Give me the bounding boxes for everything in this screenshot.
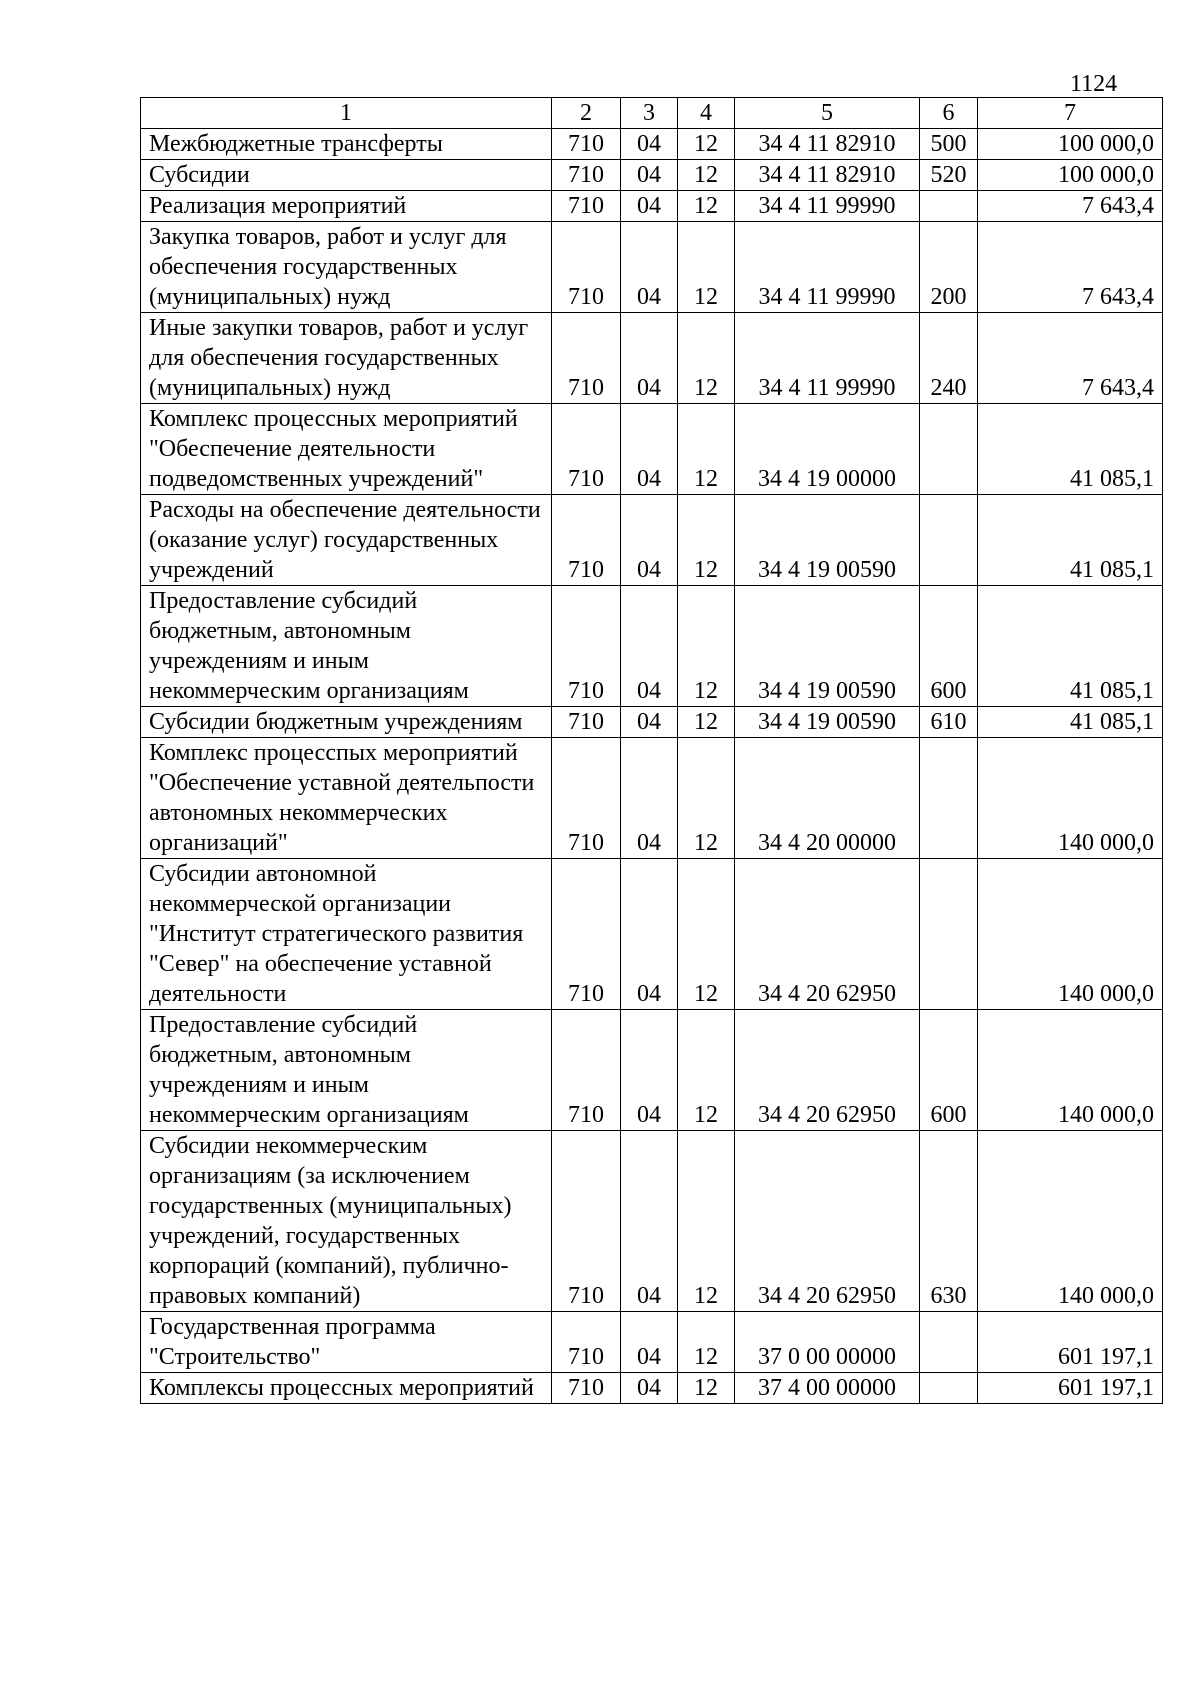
budget-table — [140, 97, 1163, 1404]
row-code-2: 710 — [552, 1373, 621, 1404]
row-code-4: 12 — [678, 404, 735, 495]
row-code-2: 710 — [552, 404, 621, 495]
row-code-4: 12 — [678, 129, 735, 160]
row-amount: 7 643,4 — [978, 313, 1163, 404]
row-amount: 7 643,4 — [978, 191, 1163, 222]
row-code-6: 240 — [920, 313, 978, 404]
row-code-5: 34 4 20 00000 — [735, 738, 920, 859]
row-name: Предоставление субсидий бюджетным, автономным учреждениям и иным некоммерческим организациям — [141, 586, 552, 707]
row-code-2: 710 — [552, 1312, 621, 1373]
row-code-4: 12 — [678, 586, 735, 707]
row-code-6 — [920, 1312, 978, 1373]
row-name: Межбюджетные трансферты — [141, 129, 552, 160]
row-code-5: 34 4 19 00000 — [735, 404, 920, 495]
row-amount: 100 000,0 — [978, 129, 1163, 160]
table-row — [141, 222, 1163, 313]
row-code-6: 200 — [920, 222, 978, 313]
row-code-6: 630 — [920, 1131, 978, 1312]
row-name: Расходы на обеспечение деятельности (оказание услуг) государственных учреждений — [141, 495, 552, 586]
row-name: Комплекс процесспых мероприятий "Обеспечение уставной деятельпости автономных некоммерческих организаций" — [141, 738, 552, 859]
row-amount: 41 085,1 — [978, 495, 1163, 586]
row-code-4: 12 — [678, 495, 735, 586]
row-code-2: 710 — [552, 738, 621, 859]
row-code-2: 710 — [552, 313, 621, 404]
row-code-2: 710 — [552, 707, 621, 738]
row-code-6 — [920, 1373, 978, 1404]
row-code-6: 520 — [920, 160, 978, 191]
table-row — [141, 1131, 1163, 1312]
row-code-4: 12 — [678, 707, 735, 738]
table-row — [141, 495, 1163, 586]
row-code-3: 04 — [621, 129, 678, 160]
row-code-3: 04 — [621, 313, 678, 404]
row-code-3: 04 — [621, 191, 678, 222]
table-row — [141, 129, 1163, 160]
row-code-3: 04 — [621, 222, 678, 313]
row-code-4: 12 — [678, 1131, 735, 1312]
table-row — [141, 586, 1163, 707]
row-code-6 — [920, 404, 978, 495]
row-code-5: 34 4 19 00590 — [735, 586, 920, 707]
column-header-3: 3 — [621, 98, 678, 129]
page-number: 1124 — [1070, 71, 1118, 97]
row-code-3: 04 — [621, 160, 678, 191]
row-code-5: 34 4 20 62950 — [735, 859, 920, 1010]
row-amount: 601 197,1 — [978, 1373, 1163, 1404]
row-amount: 140 000,0 — [978, 738, 1163, 859]
row-code-3: 04 — [621, 404, 678, 495]
row-name: Иные закупки товаров, работ и услуг для обеспечения государственных (муниципальных) нужд — [141, 313, 552, 404]
table-row — [141, 859, 1163, 1010]
row-code-4: 12 — [678, 191, 735, 222]
row-name: Субсидии автономной некоммерческой организации "Институт стратегического развития "Север" на обеспечение уставной деятельности — [141, 859, 552, 1010]
table-row — [141, 160, 1163, 191]
row-code-3: 04 — [621, 586, 678, 707]
row-code-6 — [920, 738, 978, 859]
row-code-3: 04 — [621, 1373, 678, 1404]
row-code-4: 12 — [678, 738, 735, 859]
row-code-2: 710 — [552, 191, 621, 222]
row-code-6 — [920, 191, 978, 222]
row-amount: 41 085,1 — [978, 707, 1163, 738]
row-code-6: 500 — [920, 129, 978, 160]
row-code-2: 710 — [552, 1131, 621, 1312]
row-code-6 — [920, 495, 978, 586]
row-code-5: 34 4 20 62950 — [735, 1010, 920, 1131]
row-code-4: 12 — [678, 1312, 735, 1373]
row-code-5: 34 4 20 62950 — [735, 1131, 920, 1312]
row-name: Субсидии бюджетным учреждениям — [141, 707, 552, 738]
row-code-2: 710 — [552, 495, 621, 586]
row-code-3: 04 — [621, 1312, 678, 1373]
row-amount: 601 197,1 — [978, 1312, 1163, 1373]
row-name: Комплекс процессных мероприятий "Обеспечение деятельности подведомственных учреждений" — [141, 404, 552, 495]
row-name: Реализация мероприятий — [141, 191, 552, 222]
row-code-2: 710 — [552, 160, 621, 191]
row-code-2: 710 — [552, 859, 621, 1010]
row-code-6 — [920, 859, 978, 1010]
column-header-4: 4 — [678, 98, 735, 129]
column-header-7: 7 — [978, 98, 1163, 129]
row-name: Субсидии — [141, 160, 552, 191]
table-row — [141, 1312, 1163, 1373]
row-code-4: 12 — [678, 859, 735, 1010]
row-code-4: 12 — [678, 160, 735, 191]
row-code-6: 600 — [920, 586, 978, 707]
row-code-5: 34 4 11 82910 — [735, 129, 920, 160]
row-code-2: 710 — [552, 1010, 621, 1131]
row-code-5: 34 4 19 00590 — [735, 707, 920, 738]
table-row — [141, 404, 1163, 495]
row-code-5: 34 4 11 82910 — [735, 160, 920, 191]
table-row — [141, 707, 1163, 738]
table-row — [141, 191, 1163, 222]
table-row — [141, 313, 1163, 404]
row-code-5: 37 4 00 00000 — [735, 1373, 920, 1404]
row-amount: 7 643,4 — [978, 222, 1163, 313]
row-code-5: 34 4 11 99990 — [735, 313, 920, 404]
row-code-4: 12 — [678, 1010, 735, 1131]
table-row — [141, 1010, 1163, 1131]
row-code-4: 12 — [678, 222, 735, 313]
row-code-3: 04 — [621, 707, 678, 738]
row-name: Субсидии некоммерческим организациям (за исключением государственных (муниципальных) учреждений, государственных корпораций (компаний), публично-правовых компаний) — [141, 1131, 552, 1312]
row-code-3: 04 — [621, 738, 678, 859]
row-code-2: 710 — [552, 586, 621, 707]
row-amount: 41 085,1 — [978, 404, 1163, 495]
row-name: Предоставление субсидий бюджетным, автономным учреждениям и иным некоммерческим организациям — [141, 1010, 552, 1131]
row-name: Комплексы процессных мероприятий — [141, 1373, 552, 1404]
row-amount: 140 000,0 — [978, 1131, 1163, 1312]
row-name: Государственная программа "Строительство" — [141, 1312, 552, 1373]
row-amount: 140 000,0 — [978, 859, 1163, 1010]
row-code-5: 34 4 11 99990 — [735, 222, 920, 313]
column-header-5: 5 — [735, 98, 920, 129]
row-code-5: 37 0 00 00000 — [735, 1312, 920, 1373]
table-row — [141, 738, 1163, 859]
row-code-3: 04 — [621, 859, 678, 1010]
row-code-5: 34 4 11 99990 — [735, 191, 920, 222]
row-code-4: 12 — [678, 1373, 735, 1404]
row-name: Закупка товаров, работ и услуг для обеспечения государственных (муниципальных) нужд — [141, 222, 552, 313]
column-header-6: 6 — [920, 98, 978, 129]
column-header-1: 1 — [141, 98, 552, 129]
header-row — [141, 98, 1163, 129]
row-amount: 100 000,0 — [978, 160, 1163, 191]
row-amount: 41 085,1 — [978, 586, 1163, 707]
table-row — [141, 1373, 1163, 1404]
row-code-5: 34 4 19 00590 — [735, 495, 920, 586]
row-code-3: 04 — [621, 1010, 678, 1131]
row-code-3: 04 — [621, 495, 678, 586]
row-code-2: 710 — [552, 129, 621, 160]
row-code-4: 12 — [678, 313, 735, 404]
row-code-3: 04 — [621, 1131, 678, 1312]
row-amount: 140 000,0 — [978, 1010, 1163, 1131]
row-code-2: 710 — [552, 222, 621, 313]
column-header-2: 2 — [552, 98, 621, 129]
row-code-6: 600 — [920, 1010, 978, 1131]
row-code-6: 610 — [920, 707, 978, 738]
